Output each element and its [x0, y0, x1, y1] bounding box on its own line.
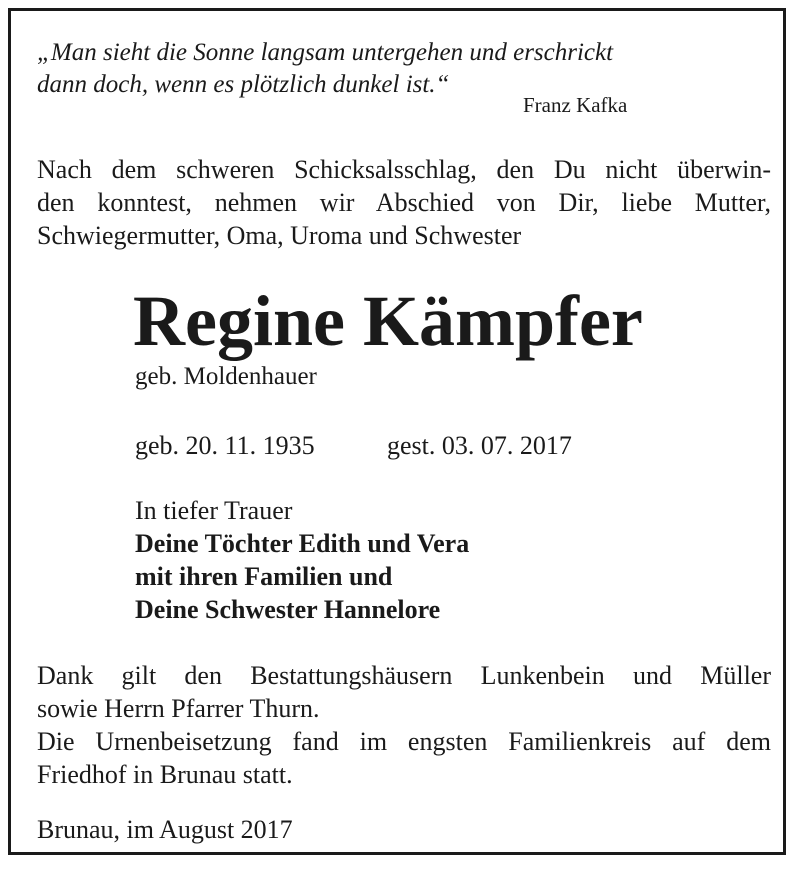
intro-text [37, 153, 771, 252]
thanks-line: Die Urnenbeisetzung fand im engsten Familienkreis auf dem [37, 727, 771, 756]
mourners-block [135, 494, 469, 626]
thanks-line: sowie Herrn Pfarrer Thurn. [37, 694, 320, 723]
intro-line: Nach dem schweren Schicksalsschlag, den Du nicht überwin- [37, 155, 771, 184]
obituary-notice [8, 8, 786, 855]
mourner-line: Deine Schwester Hannelore [135, 595, 441, 624]
thanks-line: Friedhof in Brunau statt. [37, 760, 293, 789]
intro-line: den konntest, nehmen wir Abschied von Dir, liebe Mutter, [37, 188, 771, 217]
deceased-name: Regine Kämpfer [133, 281, 643, 361]
quote-author: Franz Kafka [523, 93, 628, 117]
mourner-line: Deine Töchter Edith und Vera [135, 529, 470, 558]
death-date: gest. 03. 07. 2017 [387, 431, 572, 460]
thanks-line: Dank gilt den Bestattungshäusern Lunkenbein und Müller [37, 661, 771, 690]
birth-date: geb. 20. 11. 1935 [135, 431, 315, 460]
mourner-line: mit ihren Familien und [135, 562, 393, 591]
place-date: Brunau, im August 2017 [37, 815, 293, 844]
thanks-text [37, 659, 771, 791]
quote-line: „Man sieht die Sonne langsam untergehen und erschrickt [37, 39, 614, 66]
quote-line: dann doch, wenn es plötzlich dunkel ist.“ [37, 71, 450, 98]
mourning-intro: In tiefer Trauer [135, 496, 293, 525]
intro-line: Schwiegermutter, Oma, Uroma und Schwester [37, 221, 522, 250]
maiden-name: geb. Moldenhauer [135, 363, 317, 390]
